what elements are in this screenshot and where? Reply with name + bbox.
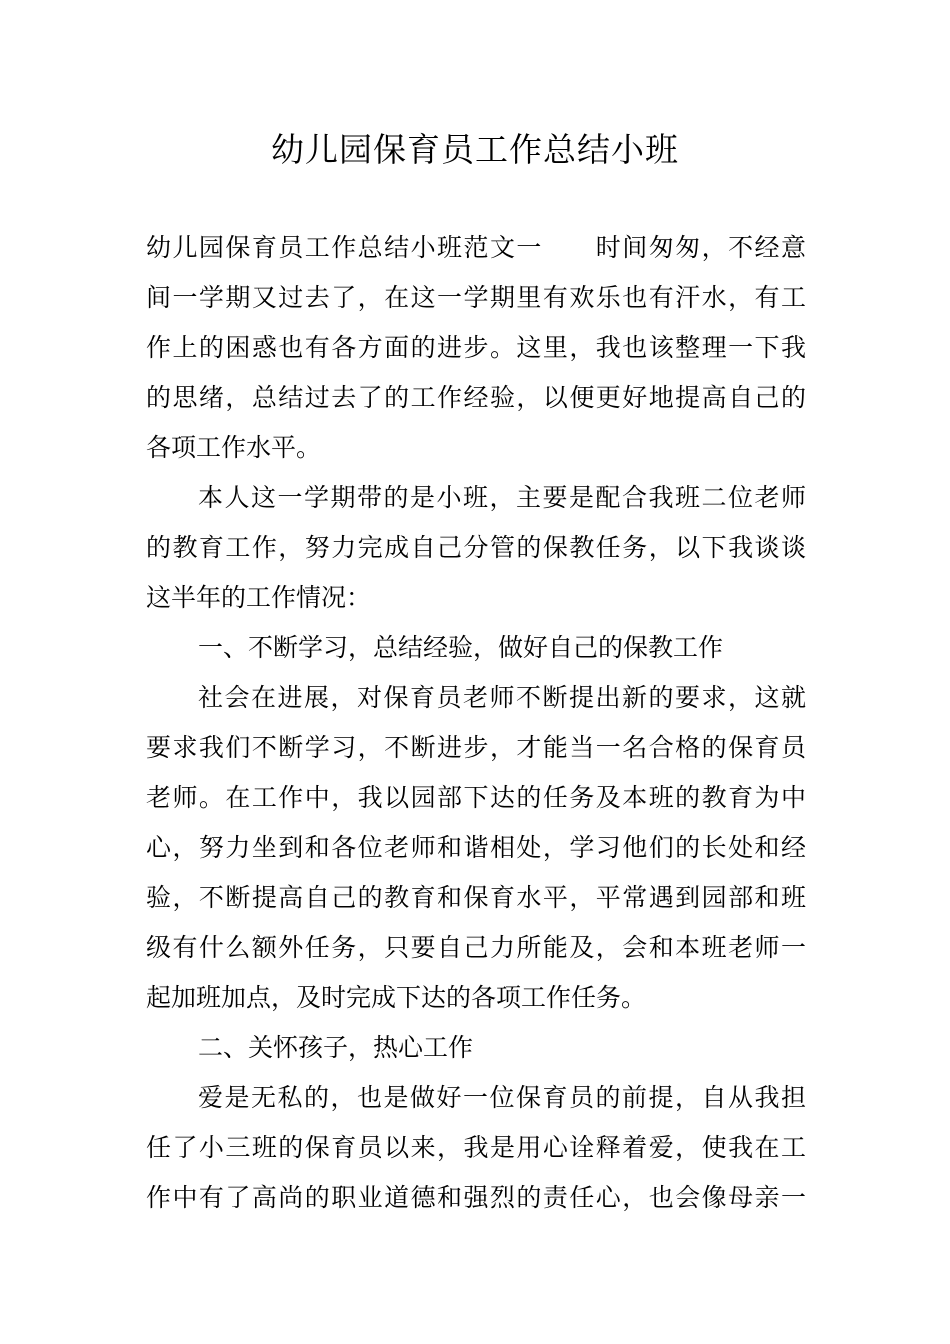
text-line: 级有什么额外任务，只要自己力所能及，会和本班老师一 xyxy=(146,933,806,962)
text-line: 心，努力坐到和各位老师和谐相处，学习他们的长处和经 xyxy=(146,833,806,862)
text-line: 各项工作水平。 xyxy=(146,433,322,462)
text-line: 爱是无私的，也是做好一位保育员的前提，自从我担 xyxy=(198,1083,806,1112)
section-heading: 一、不断学习，总结经验，做好自己的保教工作 xyxy=(198,633,724,662)
text-line: 任了小三班的保育员以来，我是用心诠释着爱，使我在工 xyxy=(146,1133,806,1162)
text-line: 幼儿园保育员工作总结小班范文一 时间匆匆，不经意 xyxy=(146,233,806,262)
text-line: 本人这一学期带的是小班，主要是配合我班二位老师 xyxy=(198,483,806,512)
text-line: 的教育工作，努力完成自己分管的保教任务，以下我谈谈 xyxy=(146,533,806,562)
text-line: 社会在进展，对保育员老师不断提出新的要求，这就 xyxy=(198,683,806,712)
text-line: 这半年的工作情况： xyxy=(146,583,372,612)
section-heading: 二、关怀孩子，热心工作 xyxy=(198,1033,474,1062)
document-title: 幼儿园保育员工作总结小班 xyxy=(271,130,679,169)
text-line: 验，不断提高自己的教育和保育水平，平常遇到园部和班 xyxy=(146,883,806,912)
text-line: 老师。在工作中，我以园部下达的任务及本班的教育为中 xyxy=(146,783,806,812)
text-line: 间一学期又过去了，在这一学期里有欢乐也有汗水，有工 xyxy=(146,283,806,312)
text-line: 要求我们不断学习，不断进步，才能当一名合格的保育员 xyxy=(146,733,806,762)
document-body xyxy=(146,223,806,1223)
text-line: 的思绪，总结过去了的工作经验，以便更好地提高自己的 xyxy=(146,383,806,412)
text-line: 起加班加点，及时完成下达的各项工作任务。 xyxy=(146,983,647,1012)
text-line: 作中有了高尚的职业道德和强烈的责任心，也会像母亲一 xyxy=(146,1183,806,1212)
text-line: 作上的困惑也有各方面的进步。这里，我也该整理一下我 xyxy=(146,333,806,362)
